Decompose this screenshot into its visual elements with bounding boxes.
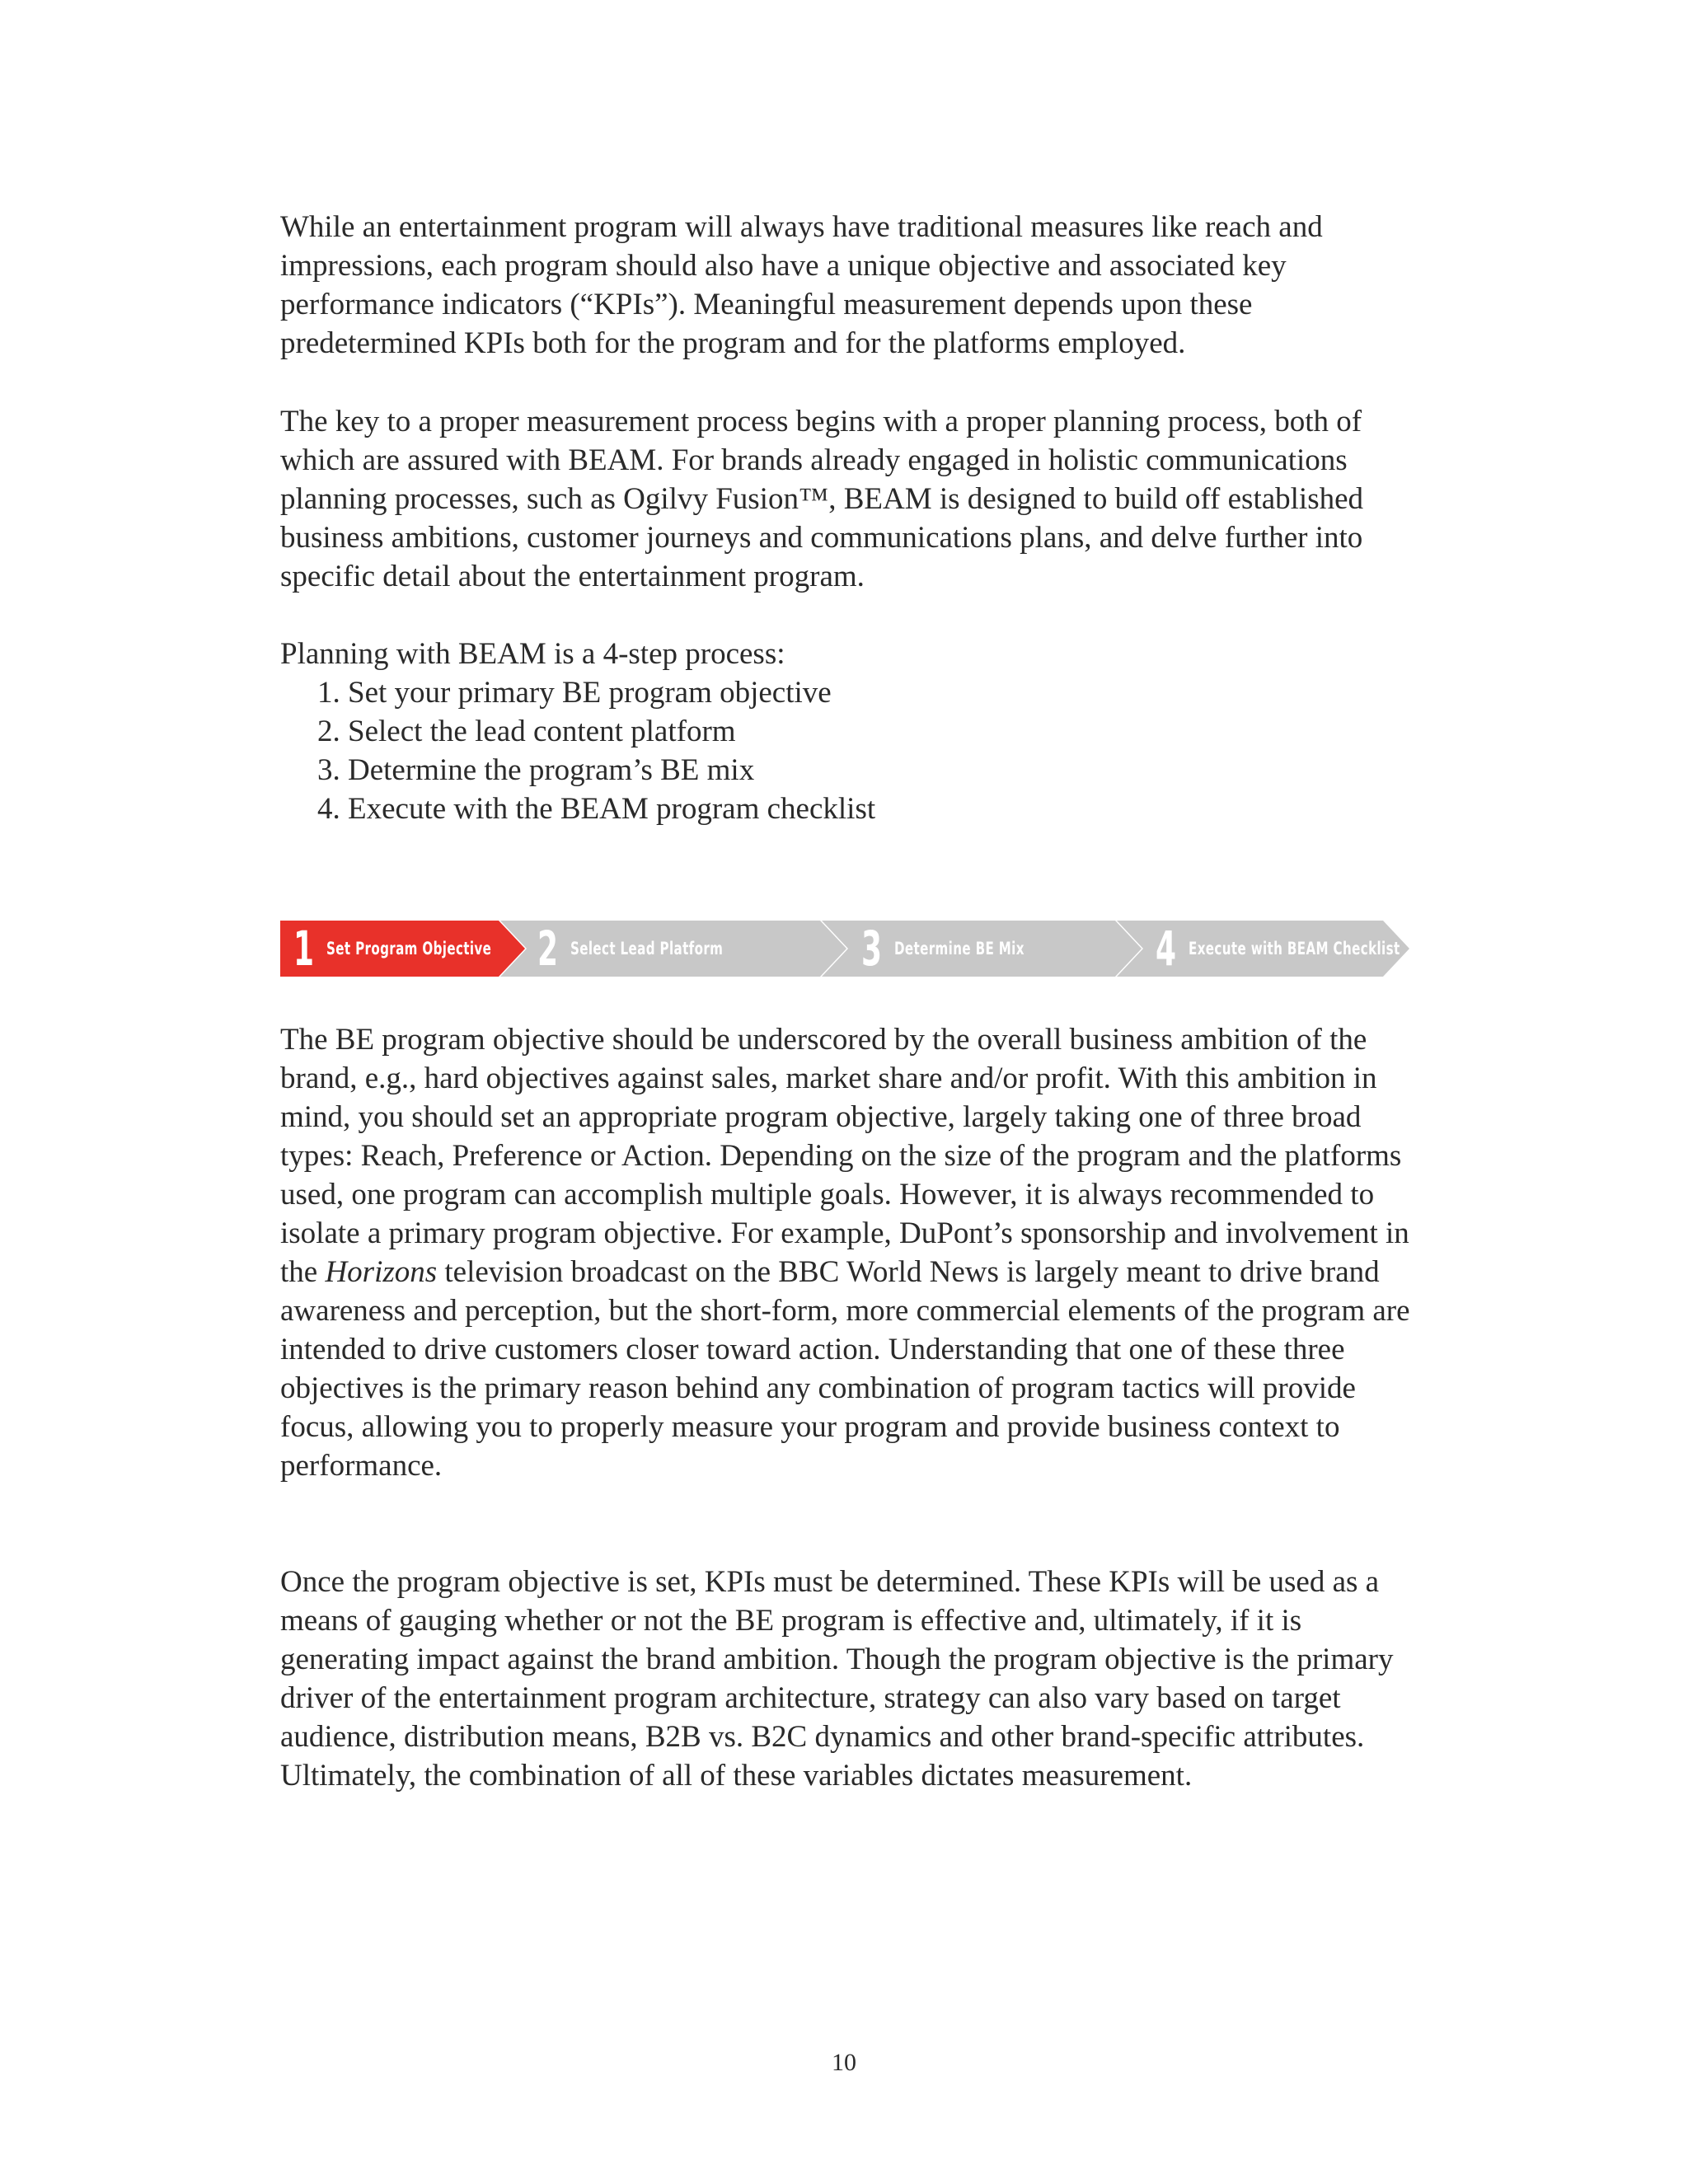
process-step-4: [1156, 921, 1482, 977]
paragraph-text: The BE program objective should be underscored by the overall business ambition of the brand, e.g., hard objectives against sales, market share and/or profit. With this ambition in mind, you should set an appropriate program objective, largely taking one of three broad types: Reach, Preference or Action. Depending on the size of the program and the platforms used, one program can accomplish multiple goals. However, it is always recommended to isolate a primary program objective. For example, DuPont’s sponsorship and involvement in the: [280, 1023, 1409, 1289]
list-item: 4. Execute with the BEAM program checklist: [317, 792, 876, 826]
process-steps-bar: [280, 921, 1409, 977]
paragraph-planning-process: The key to a proper measurement process begins with a proper planning process, both of which are assured with BEAM. For brands already engaged in holistic communications planning processes, such as Ogilvy Fusion™, BEAM is designed to build off established business ambitions, customer journeys and communications plans, and delve further into specific detail about the entertainment program.: [280, 405, 1364, 593]
step-number: 4: [1156, 921, 1177, 977]
step-label: Determine BE Mix: [894, 939, 1025, 958]
step-number: 2: [537, 921, 559, 977]
process-step-3: [861, 921, 1075, 977]
list-item: 2. Select the lead content platform: [317, 715, 736, 748]
paragraph-steps-intro: Planning with BEAM is a 4-step process:: [280, 637, 785, 671]
paragraph-program-objective: [280, 1020, 1418, 1485]
step-label: Set Program Objective: [326, 939, 492, 958]
step-number: 3: [861, 921, 883, 977]
process-step-2: [537, 921, 782, 977]
paragraph-kpi-determination: Once the program objective is set, KPIs must be determined. These KPIs will be used as a means of gauging whether or not the BE program is effective and, ultimately, if it is generating impact against the brand ambition. Though the program objective is the primary driver of the entertainment program architecture, strategy can also vary based on target audience, distribution means, B2B vs. B2C dynamics and other brand-specific attributes. Ultimately, the combination of all of these variables dictates measurement.: [280, 1565, 1394, 1793]
list-item: 3. Determine the program’s BE mix: [317, 753, 755, 787]
process-step-1: [293, 921, 559, 977]
step-label: Select Lead Platform: [570, 939, 724, 958]
step-number: 1: [293, 921, 315, 977]
planning-steps-list: [317, 673, 875, 828]
page-number: 10: [832, 2049, 856, 2076]
program-title-italic: Horizons: [325, 1255, 438, 1289]
step-label: Execute with BEAM Checklist: [1189, 939, 1400, 958]
paragraph-kpi-intro: While an entertainment program will always have traditional measures like reach and impressions, each program should also have a unique objective and associated key performance indicators (“KPIs”). Meaningful measurement depends upon these predetermined KPIs both for the program and for the platforms employed.: [280, 210, 1323, 360]
paragraph-text: television broadcast on the BBC World News is largely meant to drive brand awareness and perception, but the short-form, more commercial elements of the program are intended to drive customers closer toward action. Understanding that one of these three objectives is the primary reason behind any combination of program tactics will provide focus, allowing you to properly measure your program and provide business context to performance.: [280, 1255, 1410, 1483]
list-item: 1. Set your primary BE program objective: [317, 676, 832, 710]
